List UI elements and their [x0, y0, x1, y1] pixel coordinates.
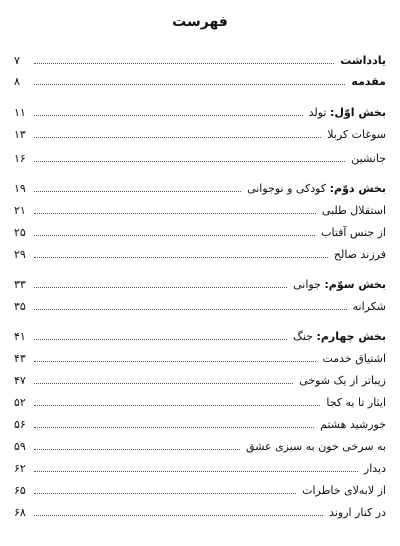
- toc-entry-title: [243, 182, 386, 196]
- toc-entry-title: [330, 248, 386, 262]
- toc-page-number: ۳۵: [14, 300, 26, 313]
- toc-entry[interactable]: [14, 296, 386, 314]
- dot-leader: [34, 114, 303, 116]
- toc-entry-label: شکرانه: [352, 300, 386, 313]
- toc-entry[interactable]: [14, 244, 386, 262]
- toc-entry-label: فرزند صالح: [333, 248, 386, 261]
- dot-leader: [34, 212, 316, 214]
- toc-entry-title: [347, 152, 386, 166]
- toc-entry[interactable]: [14, 414, 386, 432]
- toc-entry-title: [242, 440, 386, 454]
- toc-page-number: ۱۳: [14, 128, 26, 141]
- page-title: فهرست: [172, 14, 228, 30]
- dot-leader: [34, 62, 334, 64]
- toc-section-heading: بخش چهارم:: [316, 330, 386, 343]
- toc-entry-label: تولد: [308, 106, 330, 119]
- toc-entry-title: [295, 374, 386, 388]
- dot-leader: [34, 404, 320, 406]
- toc-section-heading: بخش اوّل:: [330, 106, 386, 119]
- toc-entry[interactable]: [14, 348, 386, 366]
- toc-entry-label: استقلال طلبی: [321, 204, 386, 217]
- toc-page-number: ۱۹: [14, 182, 26, 195]
- toc-entry-label: جوانی: [293, 278, 325, 291]
- toc-entry-title: [289, 330, 386, 344]
- toc-entry-title: [318, 204, 386, 218]
- toc-entry[interactable]: [14, 200, 386, 218]
- toc-entry[interactable]: [14, 222, 386, 240]
- dot-leader: [34, 514, 323, 516]
- dot-leader: [34, 470, 358, 472]
- toc-entry[interactable]: [14, 458, 386, 476]
- toc-entry-title: [360, 462, 386, 476]
- toc-section-heading: یادداشت: [340, 54, 386, 67]
- toc-entry[interactable]: [14, 71, 386, 89]
- toc-page-number: ۶۵: [14, 484, 26, 497]
- toc-section-heading: مقدمه: [351, 75, 386, 88]
- toc-entry-label: دیدار: [363, 462, 386, 475]
- toc-entry[interactable]: [14, 124, 386, 142]
- toc-entry[interactable]: [14, 326, 386, 344]
- toc-section-heading: بخش سوّم:: [324, 278, 386, 291]
- toc-page-number: ۸: [14, 75, 20, 88]
- toc-page-number: ۳۳: [14, 278, 26, 291]
- toc-page-number: ۵۲: [14, 396, 26, 409]
- toc-entry-label: در کنار اروند: [329, 506, 386, 519]
- toc-page-number: ۵۶: [14, 418, 26, 431]
- toc-entry[interactable]: [14, 502, 386, 520]
- toc-entry-title: [298, 484, 386, 498]
- toc-page-number: ۶۸: [14, 506, 26, 519]
- toc-page-number: ۶۲: [14, 462, 26, 475]
- dot-leader: [34, 83, 345, 85]
- toc-entry[interactable]: [14, 50, 386, 68]
- toc-entry-title: [347, 75, 386, 89]
- toc-page-number: ۴۳: [14, 352, 26, 365]
- toc-page-number: ۴۷: [14, 374, 26, 387]
- toc-entry[interactable]: [14, 178, 386, 196]
- toc-page-number: ۴۱: [14, 330, 26, 343]
- toc-entry-title: [325, 506, 386, 520]
- toc-entry-title: [323, 128, 386, 142]
- dot-leader: [34, 426, 314, 428]
- toc-entry[interactable]: [14, 148, 386, 166]
- dot-leader: [34, 136, 321, 138]
- toc-entry[interactable]: [14, 436, 386, 454]
- toc-entry-label: کودکی و نوجوانی: [247, 182, 330, 195]
- toc-section-heading: بخش دوّم:: [329, 182, 386, 195]
- dot-leader: [34, 338, 287, 340]
- dot-leader: [34, 360, 316, 362]
- dot-leader: [34, 256, 328, 258]
- toc-entry-title: [318, 352, 386, 366]
- toc-entry-label: از لابه‌لای خاطرات: [302, 484, 386, 497]
- toc-entry-title: [289, 278, 386, 292]
- toc-entry-label: خورشید هشتم: [320, 418, 386, 431]
- dot-leader: [34, 190, 241, 192]
- toc-entry-title: [316, 418, 386, 432]
- toc-page-number: ۱۱: [14, 106, 26, 119]
- toc-entry-title: [322, 396, 386, 410]
- dot-leader: [34, 234, 315, 236]
- dot-leader: [34, 308, 347, 310]
- dot-leader: [34, 492, 296, 494]
- toc-entry-label: سوغات کربلا: [327, 128, 386, 141]
- toc-page-number: ۲۹: [14, 248, 26, 261]
- toc-entry[interactable]: [14, 480, 386, 498]
- toc-page-number: ۱۶: [14, 152, 26, 165]
- dot-leader: [34, 382, 293, 384]
- toc-entry-title: [305, 106, 386, 120]
- toc-entry-label: به سرخی خون به سبزی عشق: [246, 440, 386, 453]
- toc-entry[interactable]: [14, 370, 386, 388]
- toc-entry-label: جانشین: [351, 152, 386, 165]
- toc-entry-label: ایثار تا به کجا: [326, 396, 386, 409]
- toc-entry-title: [349, 300, 386, 314]
- toc-page-number: ۵۹: [14, 440, 26, 453]
- toc-page-number: ۷: [14, 54, 20, 67]
- toc-entry-label: از جنس آفتاب: [321, 226, 386, 239]
- toc-entry[interactable]: [14, 274, 386, 292]
- toc-page-number: ۲۵: [14, 226, 26, 239]
- dot-leader: [34, 286, 287, 288]
- toc-entry[interactable]: [14, 102, 386, 120]
- toc-entry-label: جنگ: [292, 330, 317, 343]
- dot-leader: [34, 160, 345, 162]
- toc-entry[interactable]: [14, 392, 386, 410]
- toc-page-number: ۲۱: [14, 204, 26, 217]
- toc-entry-label: اشتیاق خدمت: [322, 352, 386, 365]
- toc-entry-title: [336, 54, 386, 68]
- toc-entry-label: زیباتر از یک شوخی: [299, 374, 386, 387]
- toc-entry-title: [317, 226, 386, 240]
- dot-leader: [34, 448, 240, 450]
